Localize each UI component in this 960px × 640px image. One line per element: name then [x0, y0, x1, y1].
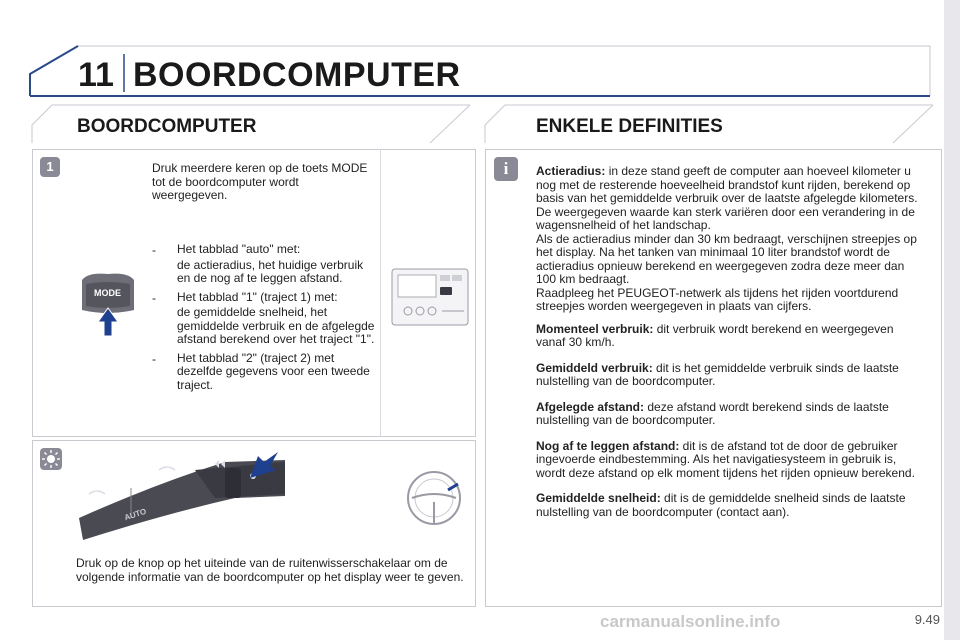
wiper-auto-label: AUTO — [123, 506, 148, 523]
definition-item — [536, 323, 921, 350]
definition-term: Gemiddelde snelheid: — [536, 491, 661, 505]
right-margin-strip — [944, 0, 960, 640]
definition-item — [536, 165, 921, 233]
tab-item-1 — [152, 291, 377, 347]
tab-dash: - — [152, 243, 156, 257]
definition-text: dit is de gemiddelde snelheid sinds de laatste nulstelling van de boordcomputer (contact aan). — [536, 491, 906, 519]
mode-button-illustration — [78, 270, 138, 340]
mode-button-label[interactable]: MODE — [94, 288, 121, 298]
bottom-instruction-text: Druk op de knop op het uiteinde van de ruitenwisserschakelaar om de volgende informatie van de boordcomputer op het display weer te geven. — [76, 556, 464, 584]
page-number: 9.49 — [914, 612, 940, 627]
left-panel-heading: BOORDCOMPUTER — [77, 116, 257, 137]
definition-text: dit is het gemiddelde verbruik sinds de laatste nulstelling van de boordcomputer. — [536, 360, 899, 388]
definition-text: dit is de afstand tot de door de gebruiker ingevoerde eindbestemming. Als het navigatiesysteem in gebruik is, wordt deze afstand op elk moment tijdens het rijden opnieuw berekend. — [536, 438, 915, 480]
definition-term: Afgelegde afstand: — [536, 399, 645, 414]
lamp-icon — [40, 448, 62, 475]
definition-extra: Raadpleeg het PEUGEOT-netwerk als tijdens het rijden voortdurend streepjes worden weergegeven in plaats van cijfers. — [536, 285, 899, 313]
definition-text: in deze stand geeft de computer aan hoeveel kilometer u nog met de resterende hoeveelheid brandstof kunt rijden, berekend op basis van het gemiddelde verbruik over de laatste afgelegde kilometers. De weergegeven waarde kan sterk variëren door een verandering in de wagensnelheid of het landschap. — [536, 164, 918, 232]
definition-term: Momenteel verbruik: — [536, 321, 654, 336]
tabs-list — [152, 243, 377, 392]
info-icon-glyph: i — [503, 159, 509, 178]
info-icon — [494, 157, 518, 186]
arrow-icon — [248, 452, 280, 480]
box-divider — [380, 149, 381, 437]
tab-dash: - — [152, 290, 156, 305]
chapter-number: 11 — [78, 56, 114, 94]
definition-term: Gemiddeld verbruik: — [536, 360, 653, 375]
tab-item-auto — [152, 243, 377, 286]
intro-text: Druk meerdere keren op de toets MODE tot de boordcomputer wordt weergegeven. — [152, 161, 368, 202]
definition-item — [536, 440, 921, 481]
right-panel-heading: ENKELE DEFINITIES — [536, 116, 723, 137]
tab-detail: de actieradius, het huidige verbruik en de nog af te leggen afstand. — [177, 257, 364, 285]
chapter-title: BOORDCOMPUTER — [133, 56, 461, 94]
definition-extra: Als de actieradius minder dan 30 km bedraagt, verschijnen streepjes op het display. Na het tanken van minimaal 10 liter brandstof wordt de actieradius opnieuw berekend en weergegeven zodra deze meer dan 100 km bedraagt. — [536, 231, 917, 286]
definition-item — [536, 492, 921, 519]
tab-title: Het tabblad "2" (traject 2) met dezelfde gegevens voor een tweede traject. — [177, 350, 370, 392]
definition-item — [536, 401, 921, 428]
steering-wheel-illustration — [404, 468, 464, 528]
definition-term: Nog af te leggen afstand: — [536, 438, 680, 453]
radio-display-illustration — [390, 265, 470, 330]
tab-title: Het tabblad "1" (traject 1) met: — [177, 289, 338, 304]
step-badge: 1 — [40, 157, 60, 177]
watermark: carmanualsonline.info — [600, 612, 781, 631]
definitions-list — [536, 165, 921, 519]
definition-text: dit verbruik wordt berekend en weergegeven vanaf 30 km/h. — [536, 321, 894, 349]
definition-item — [536, 362, 921, 389]
tab-detail: de gemiddelde snelheid, het gemiddelde verbruik en de afgelegde afstand berekend over het traject "1". — [177, 305, 375, 346]
tab-title: Het tabblad "auto" met: — [177, 242, 301, 256]
tab-dash: - — [152, 351, 156, 366]
definition-text: deze afstand wordt berekend sinds de laatste nulstelling van de boordcomputer. — [536, 399, 889, 427]
tab-item-2 — [152, 352, 377, 393]
definition-term: Actieradius: — [536, 164, 606, 178]
